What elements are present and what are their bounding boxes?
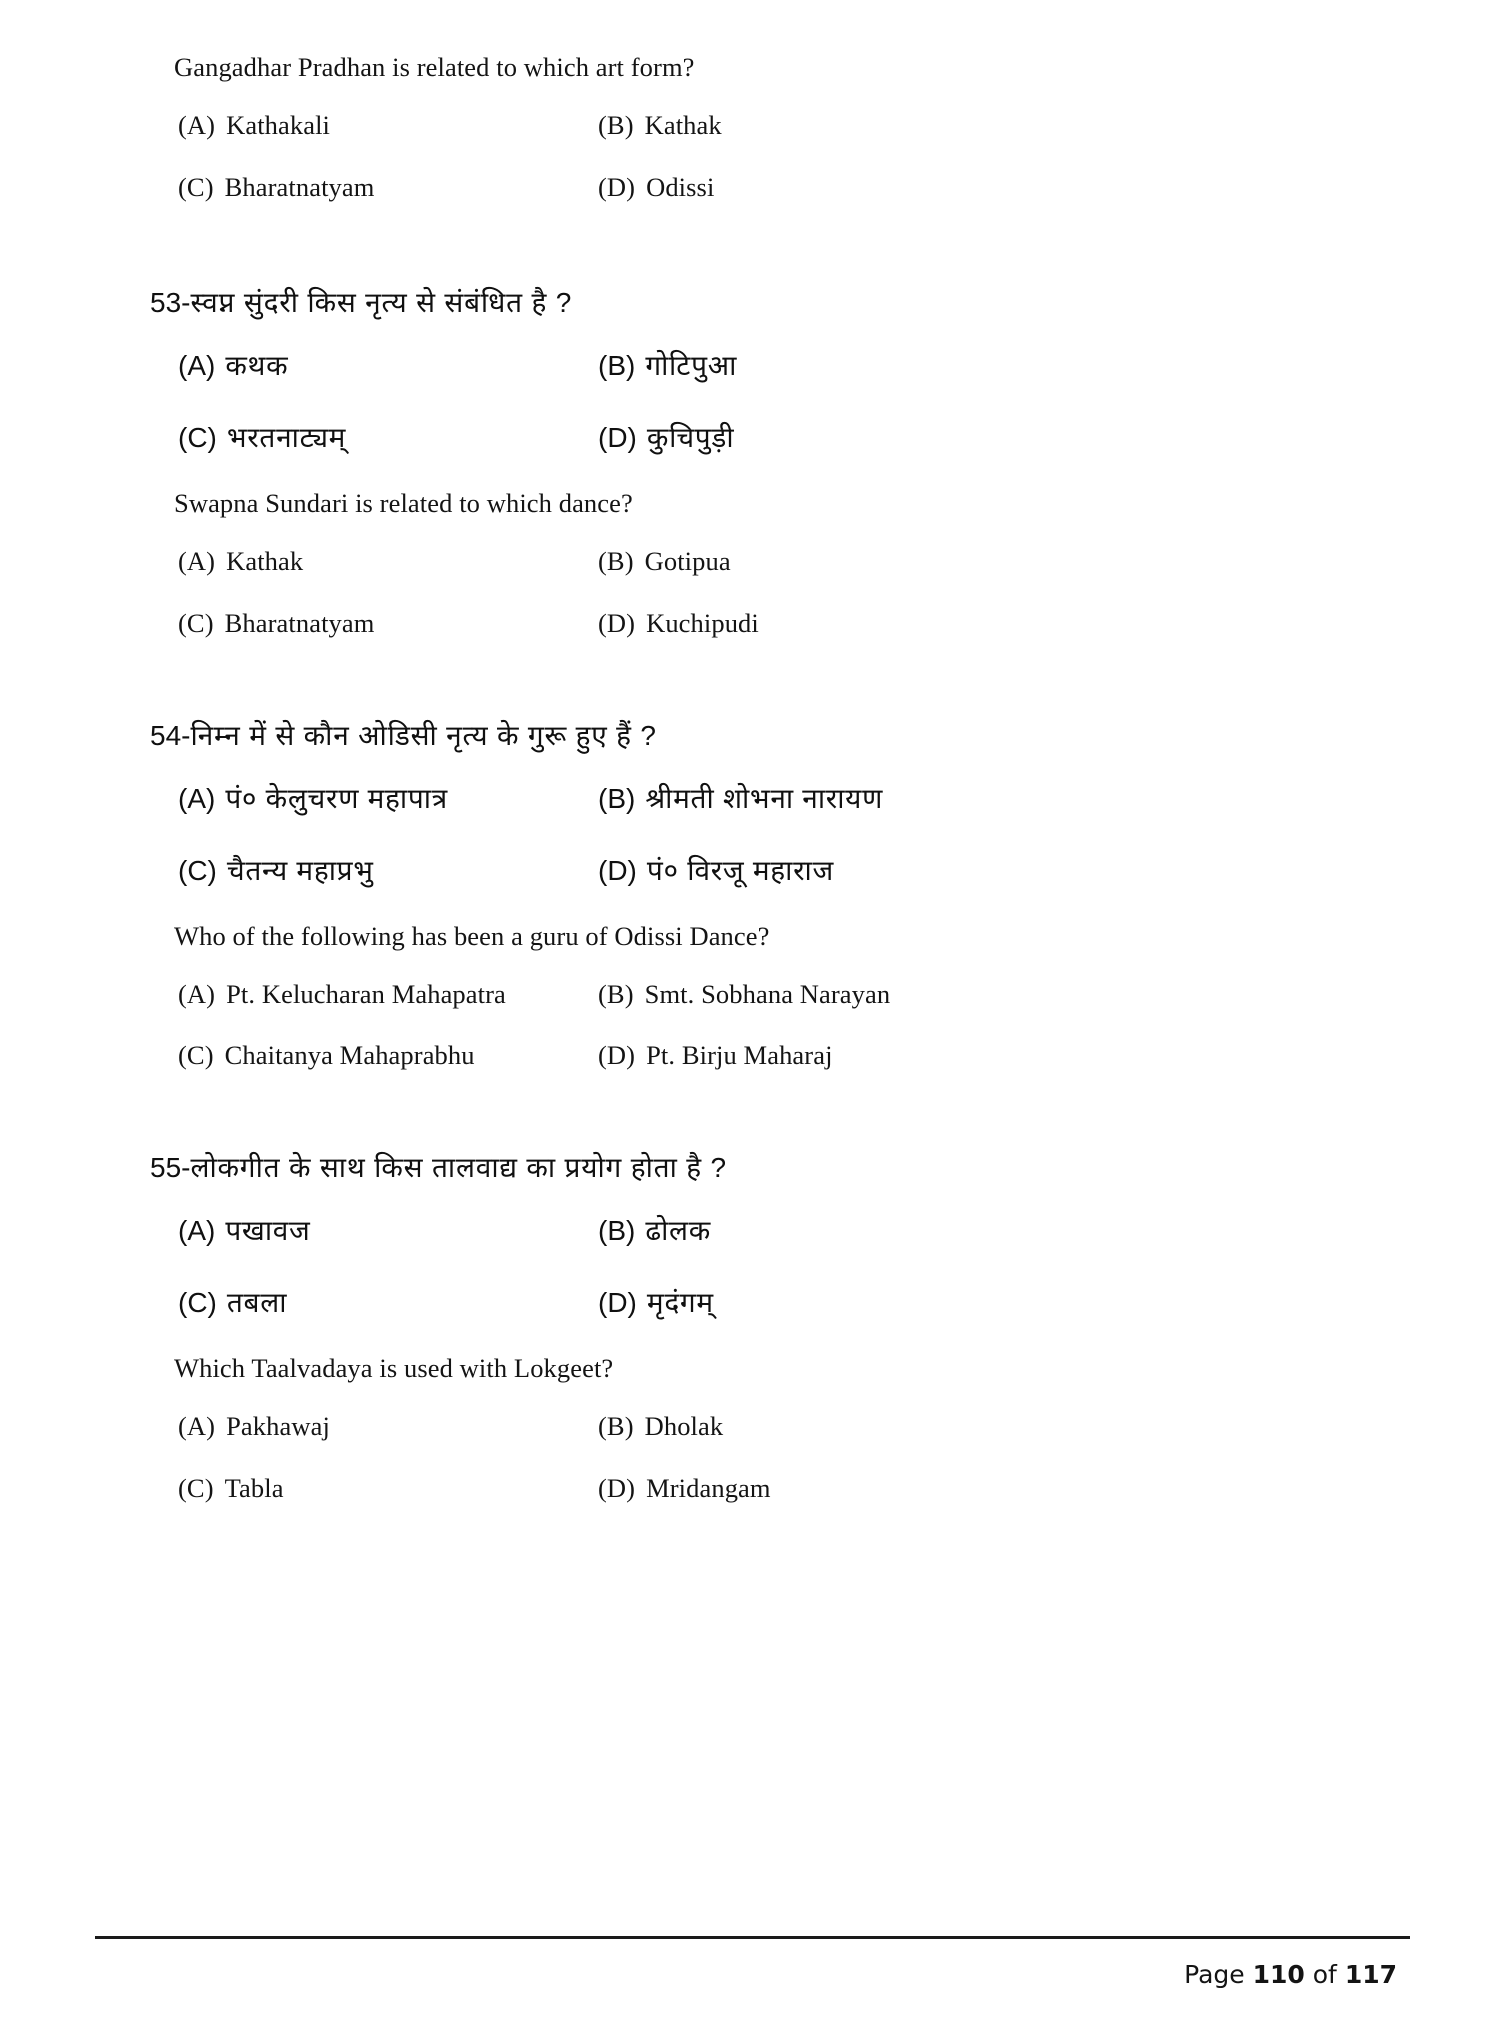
option-row: [150, 608, 1355, 640]
option-label: (A): [178, 782, 216, 814]
option-text: Chaitanya Mahaprabhu: [224, 1040, 475, 1071]
option-b[interactable]: [598, 546, 1158, 578]
page-number: 110: [1252, 1960, 1305, 1989]
question-block-54: [150, 718, 1355, 1072]
option-c[interactable]: [150, 853, 598, 888]
option-row: [150, 546, 1355, 578]
option-label: (B): [598, 782, 636, 814]
option-label: (D): [598, 854, 637, 886]
option-label: (A): [178, 1410, 216, 1441]
option-text: Bharatnatyam: [224, 607, 375, 638]
question-stem-hindi: [150, 1150, 1355, 1185]
option-b[interactable]: [598, 1213, 1158, 1248]
option-label: (D): [598, 1472, 636, 1503]
option-b[interactable]: [598, 348, 1158, 383]
option-c[interactable]: [150, 1285, 598, 1320]
option-c[interactable]: [150, 1040, 598, 1072]
option-label: (C): [178, 1287, 217, 1319]
question-block-52: [150, 52, 1355, 203]
option-label: (B): [598, 109, 634, 140]
question-stem-english: Gangadhar Pradhan is related to which art form?: [174, 52, 695, 82]
question-number: 54-: [150, 719, 191, 751]
option-label: (C): [178, 1472, 214, 1503]
option-c[interactable]: [150, 172, 598, 204]
option-label: (D): [598, 1287, 637, 1319]
option-row: [150, 781, 1355, 816]
option-label: (D): [598, 607, 636, 638]
footer-divider: [95, 1936, 1410, 1939]
option-text: पखावज: [225, 1215, 311, 1247]
option-d[interactable]: [598, 1285, 1158, 1320]
question-number: 55-: [150, 1152, 191, 1184]
option-text: Kuchipudi: [646, 607, 759, 638]
question-number: 53-: [150, 287, 191, 319]
question-block-55: [150, 1150, 1355, 1504]
option-a[interactable]: [150, 1213, 598, 1248]
question-stem-hindi-text: स्वप्न सुंदरी किस नृत्य से संबंधित है ?: [190, 287, 573, 319]
option-a[interactable]: [150, 348, 598, 383]
option-row: [150, 1285, 1355, 1320]
option-text: Odissi: [646, 171, 715, 202]
option-text: Pakhawaj: [226, 1410, 330, 1441]
of-label: of: [1312, 1960, 1337, 1989]
option-text: Gotipua: [644, 546, 731, 577]
option-label: (D): [598, 1040, 636, 1071]
question-stem-hindi-text: लोकगीत के साथ किस तालवाद्य का प्रयोग होता है ?: [190, 1152, 727, 1184]
question-stem-english: Who of the following has been a guru of Odissi Dance?: [174, 920, 770, 951]
option-text: चैतन्य महाप्रभु: [226, 854, 374, 886]
option-d[interactable]: [598, 172, 1158, 204]
option-d[interactable]: [598, 1040, 1158, 1072]
option-text: पं० विरजू महाराज: [646, 854, 834, 886]
option-row: [150, 1040, 1355, 1072]
option-a[interactable]: [150, 1411, 598, 1443]
option-c[interactable]: [150, 608, 598, 640]
option-text: Mridangam: [646, 1472, 771, 1503]
page-indicator: [1184, 1960, 1397, 1989]
question-stem-hindi: [150, 285, 1355, 320]
option-text: Smt. Sobhana Narayan: [644, 978, 891, 1009]
option-b[interactable]: [598, 1411, 1158, 1443]
question-stem-hindi: [150, 718, 1355, 753]
option-row: [150, 348, 1355, 383]
option-b[interactable]: [598, 781, 1158, 816]
question-stem-hindi-text: निम्न में से कौन ओडिसी नृत्य के गुरू हुए हैं ?: [190, 719, 657, 751]
option-row: [150, 853, 1355, 888]
option-text: Kathak: [226, 546, 304, 577]
option-a[interactable]: [150, 979, 598, 1011]
option-row: [150, 1411, 1355, 1443]
option-d[interactable]: [598, 853, 1158, 888]
option-text: कुचिपुड़ी: [646, 422, 735, 454]
option-label: (B): [598, 546, 634, 577]
option-label: (C): [178, 1040, 214, 1071]
option-label: (A): [178, 546, 216, 577]
option-a[interactable]: [150, 546, 598, 578]
option-text: Dholak: [644, 1410, 724, 1441]
option-label: (B): [598, 1410, 634, 1441]
option-row: [150, 110, 1355, 142]
option-text: मृदंगम्: [646, 1287, 714, 1319]
option-a[interactable]: [150, 781, 598, 816]
option-text: ढोलक: [645, 1215, 711, 1247]
option-label: (D): [598, 422, 637, 454]
option-label: (C): [178, 171, 214, 202]
option-row: [150, 1473, 1355, 1505]
total-pages: 117: [1344, 1960, 1397, 1989]
page-label: Page: [1184, 1960, 1245, 1989]
option-label: (C): [178, 422, 217, 454]
page-footer: [95, 1922, 1410, 2034]
option-c[interactable]: [150, 1473, 598, 1505]
question-block-53: [150, 285, 1355, 639]
option-label: (C): [178, 607, 214, 638]
option-label: (A): [178, 1215, 216, 1247]
option-text: Bharatnatyam: [224, 171, 375, 202]
option-label: (A): [178, 978, 216, 1009]
option-text: Kathak: [644, 109, 722, 140]
option-text: कथक: [225, 350, 289, 382]
option-text: पं० केलुचरण महापात्र: [225, 782, 448, 814]
option-text: Pt. Birju Maharaj: [646, 1040, 833, 1071]
question-stem-english: Swapna Sundari is related to which dance?: [174, 488, 633, 519]
option-d[interactable]: [598, 420, 1158, 455]
option-text: भरतनाट्यम्: [226, 422, 347, 454]
option-row: [150, 979, 1355, 1011]
option-row: [150, 172, 1355, 204]
option-label: (A): [178, 350, 216, 382]
option-label: (D): [598, 171, 636, 202]
question-stem-english: Which Taalvadaya is used with Lokgeet?: [174, 1353, 614, 1384]
option-d[interactable]: [598, 1473, 1158, 1505]
option-d[interactable]: [598, 608, 1158, 640]
option-text: श्रीमती शोभना नारायण: [645, 782, 884, 814]
option-label: (A): [178, 109, 216, 140]
option-a[interactable]: [150, 110, 598, 142]
option-text: Kathakali: [226, 109, 331, 140]
option-text: Pt. Kelucharan Mahapatra: [226, 978, 506, 1009]
option-b[interactable]: [598, 979, 1158, 1011]
option-text: तबला: [226, 1287, 288, 1319]
option-row: [150, 420, 1355, 455]
option-label: (B): [598, 350, 636, 382]
option-c[interactable]: [150, 420, 598, 455]
option-label: (B): [598, 1215, 636, 1247]
option-label: (B): [598, 978, 634, 1009]
option-label: (C): [178, 854, 217, 886]
option-row: [150, 1213, 1355, 1248]
option-text: गोटिपुआ: [645, 350, 738, 382]
option-text: Tabla: [224, 1472, 284, 1503]
option-b[interactable]: [598, 110, 1158, 142]
